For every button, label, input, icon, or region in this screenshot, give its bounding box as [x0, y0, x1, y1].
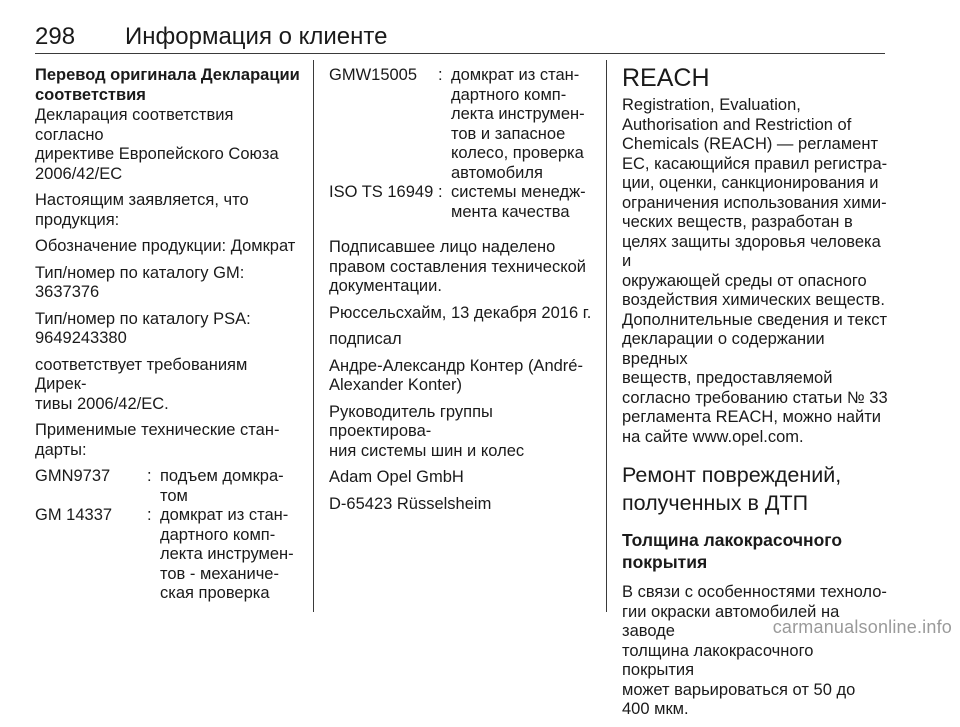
- signatory-name: Андре-Александр Контер (André- Alexander Konter): [329, 356, 583, 394]
- standard-description: подъем домкра- том: [160, 467, 284, 505]
- declaration-heading: Перевод оригинала Декларации соответствия: [35, 66, 300, 104]
- page-number: 298: [35, 23, 76, 50]
- standard-separator: :: [147, 506, 152, 524]
- column-divider-right: [606, 60, 607, 612]
- standard-separator: :: [147, 467, 152, 485]
- standard-row: [329, 66, 599, 183]
- column-middle: [329, 66, 599, 521]
- declaration-intro: Декларация соответствия согласно директиве Европейского Союза 2006/42/EC: [35, 106, 279, 183]
- paint-thickness-text: В связи с особенностями техноло- гии окраски автомобилей на заводе толщина лакокрасочного покрытия может варьироваться от 50 до 400 мкм.: [622, 583, 887, 718]
- column-divider-left: [313, 60, 314, 612]
- gm-part-number: Тип/номер по каталогу GM: 3637376: [35, 263, 245, 301]
- directive-compliance: соответствует требованиям Дирек- тивы 2006/42/EC.: [35, 355, 248, 413]
- section-heading: Ремонт повреждений, полученных в ДТП: [622, 463, 842, 515]
- standard-row: [35, 467, 303, 506]
- reach-heading: REACH: [622, 64, 710, 92]
- declaration-statement: Настоящим заявляется, что продукция:: [35, 191, 249, 229]
- standard-code: GMN9737: [35, 467, 111, 485]
- standard-description: системы менедж- мента качества: [451, 183, 586, 221]
- subsection-heading: Толщина лакокрасочного покрытия: [622, 530, 843, 572]
- page-header: [35, 22, 885, 52]
- product-designation: Обозначение продукции: Домкрат: [35, 237, 296, 255]
- company-address: D-65423 Rüsselsheim: [329, 494, 492, 513]
- company-name: Adam Opel GmbH: [329, 468, 464, 486]
- reach-text: Registration, Evaluation, Authorisation and Restriction of Chemicals (REACH) — регламент ЕС, касающийся правил регистра- ции, оценки, санкционирования и ограничения использования хими- ческих веществ, разработан в целях защиты здоровья человека и окружающей среды от опасного воздействия химических веществ. Дополнительные сведения и текст декларации о содержании вредных веществ, предоставляемой согласно требованию статьи № 33 регламента REACH, можно найти на сайте www.opel.com.: [622, 96, 888, 446]
- standard-row: [35, 506, 303, 604]
- standard-separator: :: [438, 183, 443, 201]
- column-left: [35, 66, 303, 604]
- header-divider: [35, 53, 885, 54]
- standard-description: домкрат из стан- дартного комп- лекта инструмен- тов - механиче- ская проверка: [160, 506, 294, 602]
- standard-row: [329, 183, 599, 222]
- psa-part-number: Тип/номер по каталогу PSA: 9649243380: [35, 309, 251, 347]
- watermark: carmanualsonline.info: [772, 617, 952, 637]
- standard-code: ISO TS 16949: [329, 183, 434, 201]
- place-and-date: Рюссельсхайм, 13 декабря 2016 г.: [329, 303, 592, 322]
- standard-code: GM 14337: [35, 506, 113, 524]
- signatory-position: Руководитель группы проектирова- ния системы шин и колес: [329, 402, 525, 460]
- standard-separator: :: [438, 66, 443, 84]
- standard-description: домкрат из стан- дартного комп- лекта инструмен- тов и запасное колесо, проверка автомобиля: [451, 66, 585, 182]
- standard-code: GMW15005: [329, 66, 418, 84]
- signatory-authorization: Подписавшее лицо наделено правом составления технической документации.: [329, 238, 587, 295]
- page-title: Информация о клиенте: [125, 23, 388, 50]
- signed-label: подписал: [329, 330, 402, 348]
- standards-intro: Применимые технические стан- дарты:: [35, 421, 280, 459]
